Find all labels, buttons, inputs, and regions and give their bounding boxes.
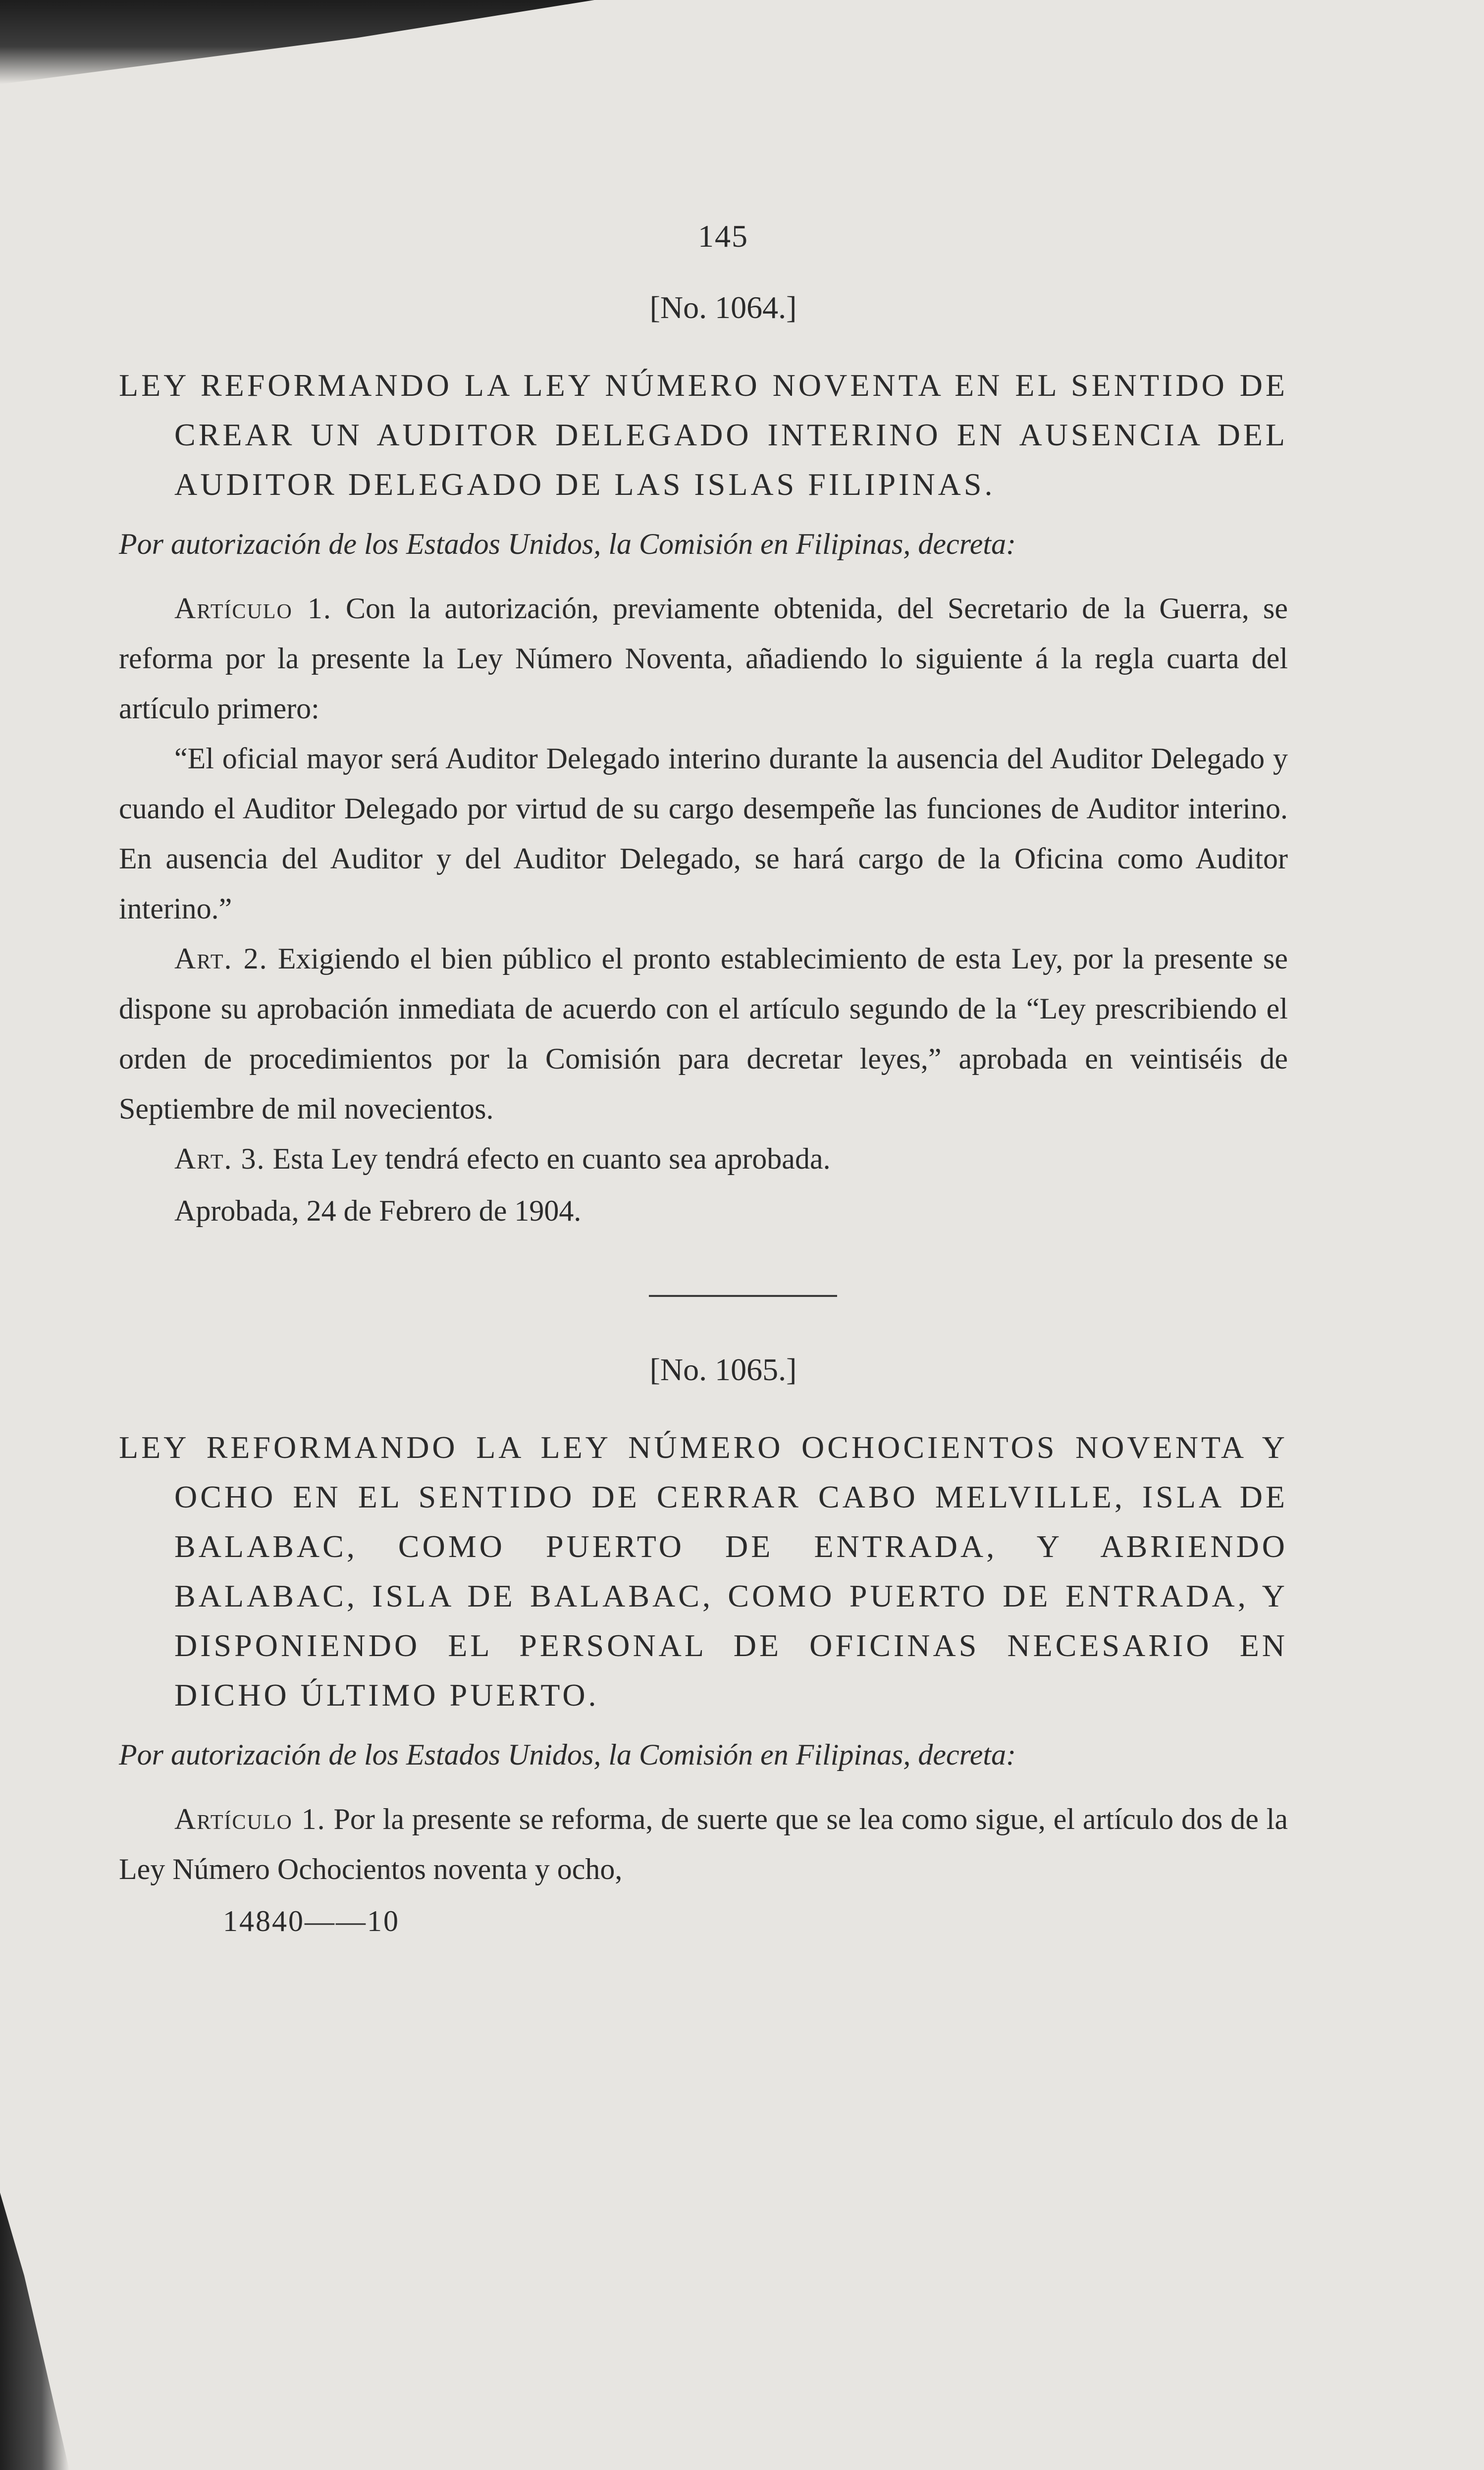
article-text: Por la presente se reforma, de suerte que se lea como sigue, el artículo dos de la Ley Número Ochocientos noventa y ocho, <box>119 1803 1288 1885</box>
article-label: Artículo 1. <box>174 1803 326 1835</box>
law-title-1065: LEY REFORMANDO LA LEY NÚMERO OCHOCIENTOS NOVENTA Y OCHO EN EL SENTIDO DE CERRAR CABO MELVILLE, ISLA DE BALABAC, COMO PUERTO DE ENTRADA, Y ABRIENDO BALABAC, ISLA DE BALABAC, COMO PUERTO DE ENTRADA, Y DISPONIENDO EL PERSONAL DE OFICINAS NECESARIO EN DICHO ÚLTIMO PUERTO. <box>119 1430 1288 1713</box>
enacting-clause-1065: Por autorización de los Estados Unidos, la Comisión en Filipinas, decreta: <box>119 1738 1016 1771</box>
enacting-clause-1064: Por autorización de los Estados Unidos, la Comisión en Filipinas, decreta: <box>119 528 1016 560</box>
article-1-1065 <box>119 1794 1288 1894</box>
scan-shadow-left <box>0 2193 69 2470</box>
article-3-1064 <box>119 1134 1288 1184</box>
article-2-1064 <box>119 934 1288 1134</box>
scan-shadow-top <box>0 0 594 84</box>
document-page <box>119 218 1288 1938</box>
law-number-1064: [No. 1064.] <box>649 290 797 325</box>
article-text: Exigiendo el bien público el pronto establecimiento de esta Ley, por la presente se dispone su aprobación inmediata de acuerdo con el artículo segundo de la “Ley prescribiendo el orden de procedimientos por la Comisión para decretar leyes,” aprobada en veintiséis de Septiembre de mil novecientos. <box>119 942 1288 1125</box>
page-number: 145 <box>698 218 748 254</box>
article-1-1064 <box>119 584 1288 734</box>
section-divider <box>649 1295 837 1297</box>
law-title-1064: LEY REFORMANDO LA LEY NÚMERO NOVENTA EN EL SENTIDO DE CREAR UN AUDITOR DELEGADO INTERINO EN AUSENCIA DEL AUDITOR DELEGADO DE LAS ISLAS FILIPINAS. <box>119 368 1288 502</box>
article-label: Artículo 1. <box>174 592 332 625</box>
approval-date-1064: Aprobada, 24 de Febrero de 1904. <box>174 1194 582 1227</box>
article-label: Art. 2. <box>174 942 268 975</box>
article-label: Art. 3. <box>174 1142 265 1175</box>
printer-signature: 14840——10 <box>223 1905 400 1937</box>
law-number-1065: [No. 1065.] <box>649 1352 797 1387</box>
article-text: Con la autorización, previamente obtenida, del Secretario de la Guerra, se reforma por la presente la Ley Número Noventa, añadiendo lo siguiente á la regla cuarta del artículo primero: <box>119 592 1288 725</box>
article-1-quote-1064: “El oficial mayor será Auditor Delegado interino durante la ausencia del Auditor Delegado y cuando el Auditor Delegado por virtud de su cargo desempeñe las funciones de Auditor interino. En ausencia del Auditor y del Auditor Delegado, se hará cargo de la Oficina como Auditor interino.” <box>119 742 1288 925</box>
article-text: Esta Ley tendrá efecto en cuanto sea aprobada. <box>272 1142 831 1175</box>
